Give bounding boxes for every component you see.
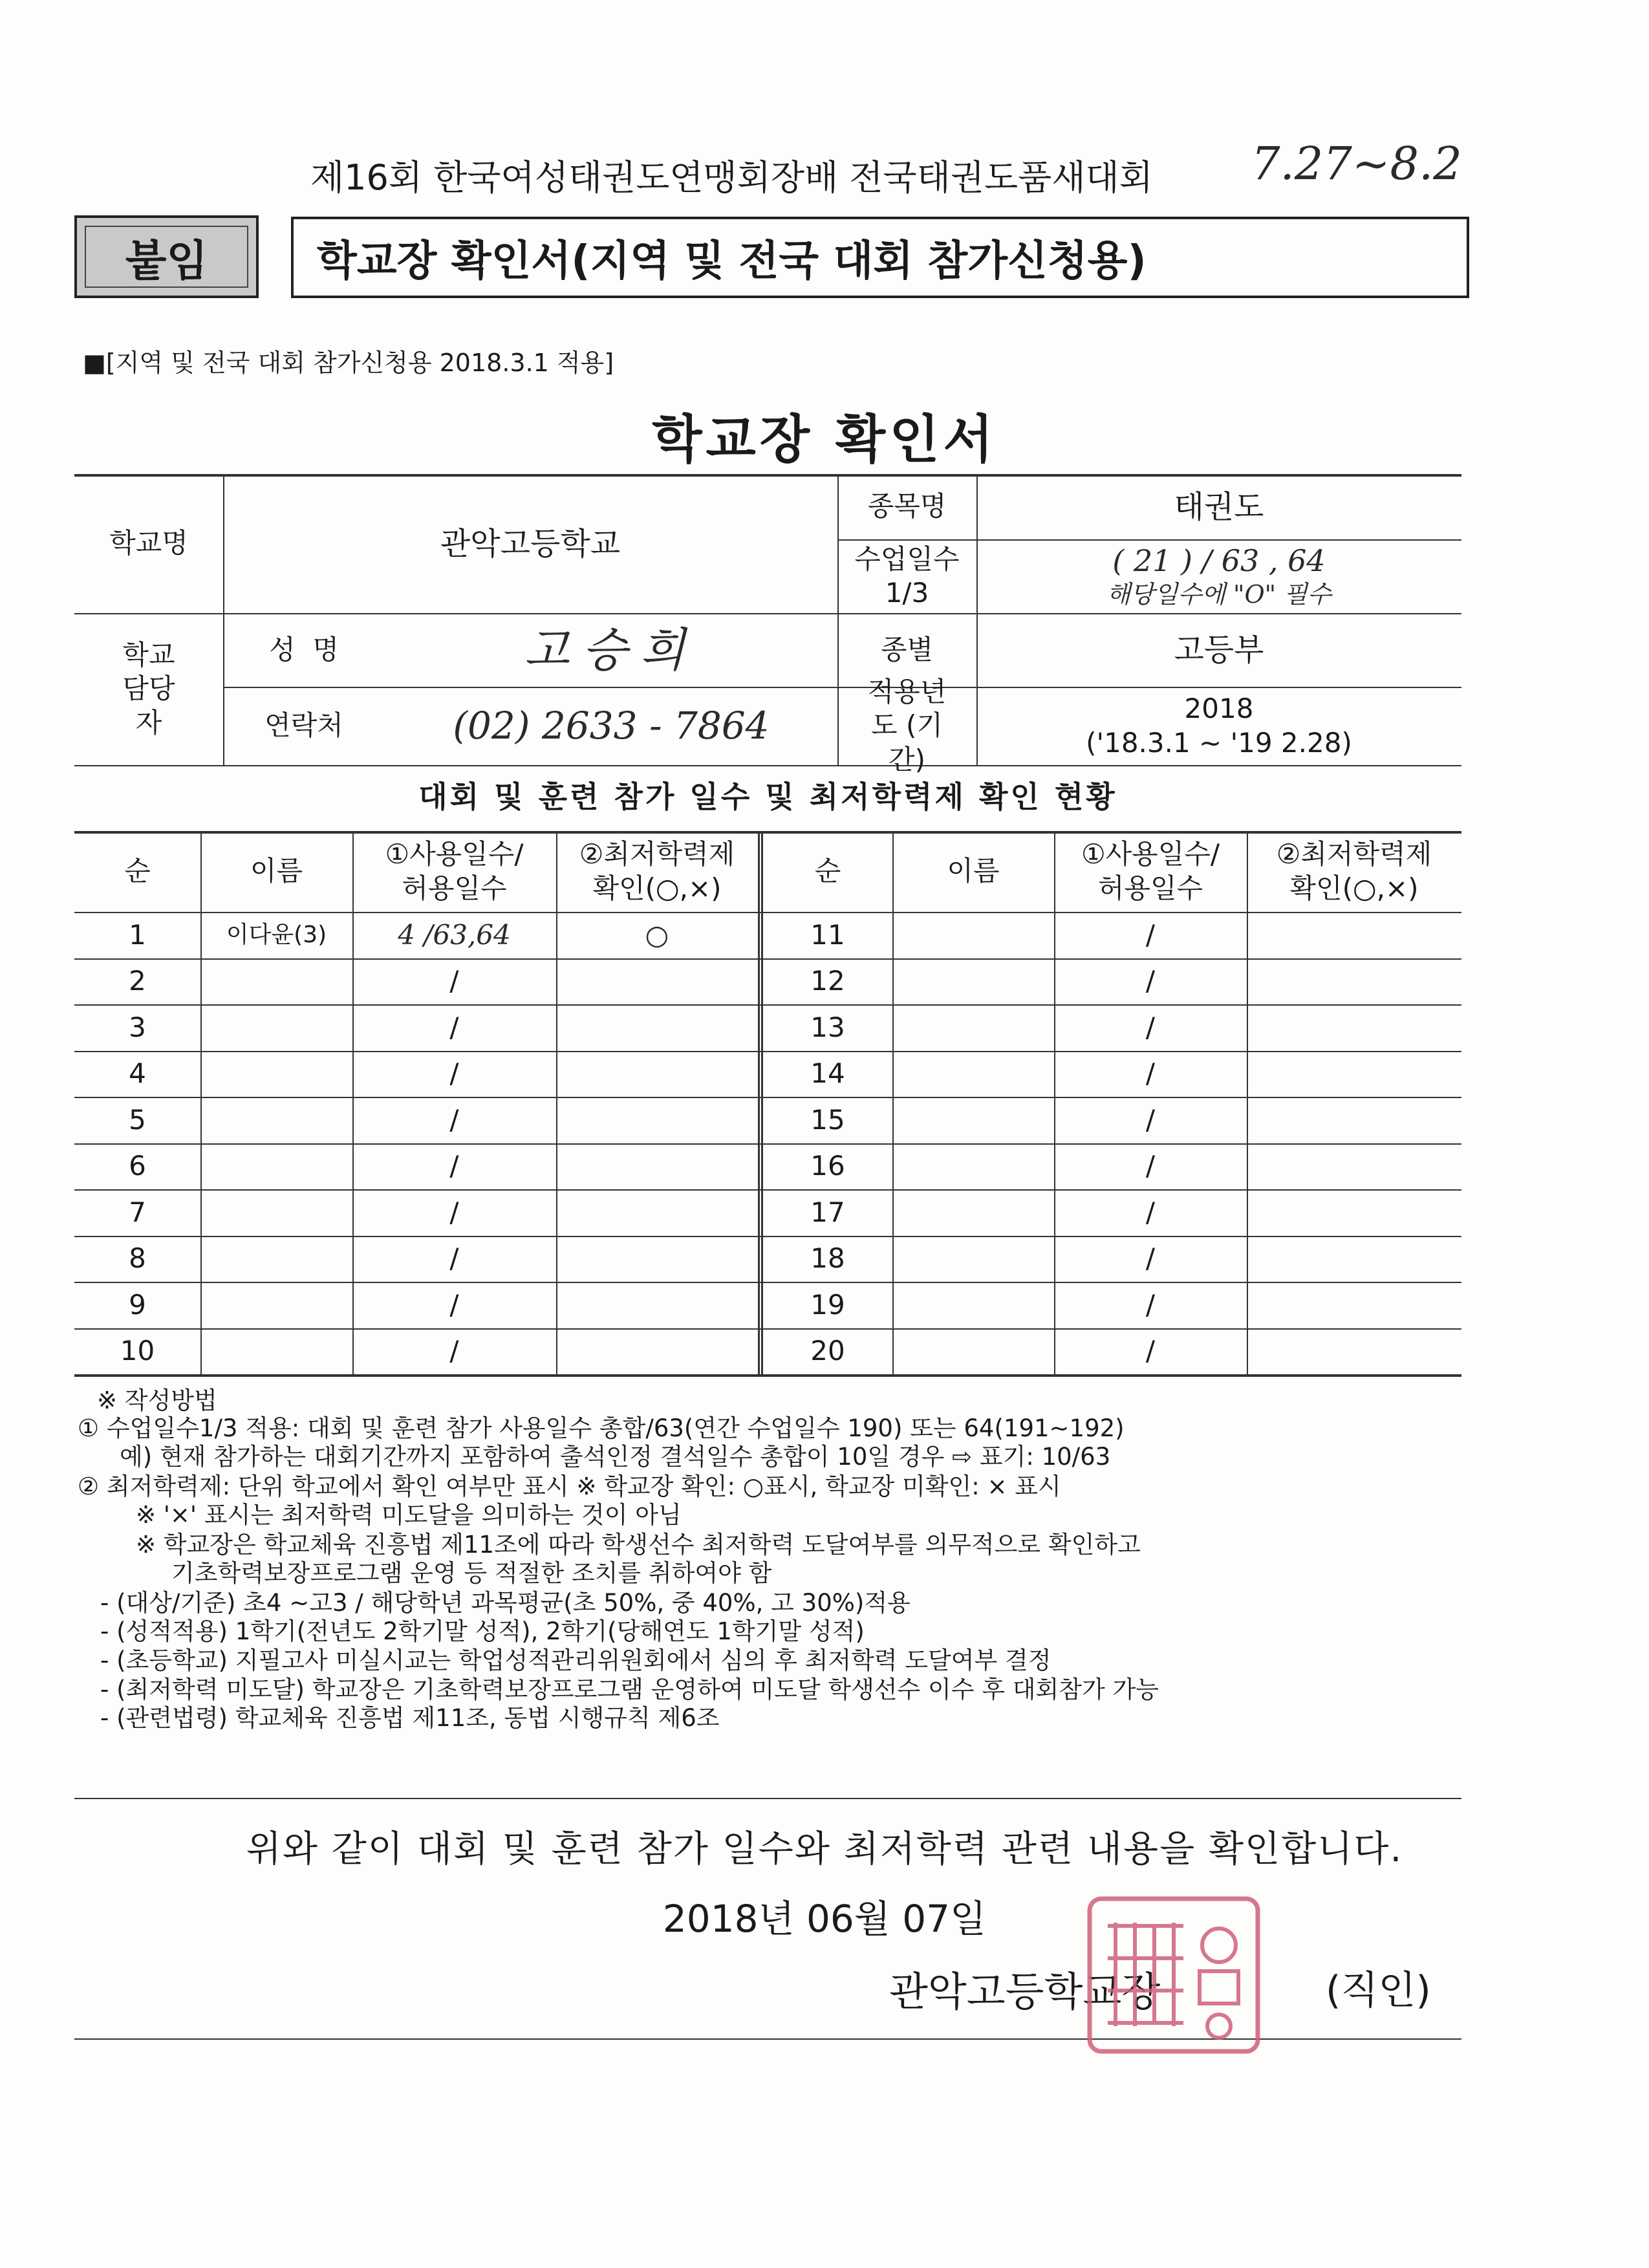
row-days: / [449, 1335, 459, 1366]
row-days: / [1145, 1335, 1156, 1366]
row-name [200, 1282, 352, 1328]
note-line: - (최저학력 미도달) 학교장은 기초학력보장프로그램 운영하여 미도달 학생선수 이수 후 대회참가 가능 [100, 1676, 1159, 1703]
col-header-days: ①사용일수/ 허용일수 [1081, 838, 1220, 904]
col-header-name: 이름 [947, 855, 1000, 887]
row-no: 16 [810, 1150, 845, 1182]
row-no: 20 [810, 1335, 845, 1366]
row-days: / [1145, 918, 1156, 951]
class-days-label: 수업일수 1/3 [854, 543, 960, 609]
row-check: ○ [645, 918, 669, 951]
row-check [1247, 1189, 1461, 1236]
col-header-check: ②최저학력제 확인(○,×) [579, 838, 735, 904]
handwritten-dates: 7.27~8.2 [1251, 137, 1462, 190]
row-check [556, 1282, 758, 1328]
row-no: 5 [129, 1103, 146, 1136]
col-header-no: 순 [124, 855, 151, 887]
notes-heading: ※ 작성방법 [97, 1387, 217, 1414]
row-name [200, 1236, 352, 1282]
row-days: / [449, 1011, 459, 1043]
year-label: 적용년도 (기간) [867, 675, 947, 775]
row-no: 17 [810, 1196, 845, 1228]
row-no: 13 [810, 1011, 845, 1043]
row-days: / [1145, 1103, 1156, 1136]
row-name [892, 1282, 1054, 1328]
year-value: 2018 [1184, 693, 1254, 724]
row-days: / [449, 1150, 459, 1182]
row-check [556, 1189, 758, 1236]
row-check [1247, 1328, 1461, 1375]
note-line: 기초학력보장프로그램 운영 등 적절한 조치를 취하여야 함 [171, 1559, 772, 1587]
row-check [1247, 1051, 1461, 1097]
table-title: 대회 및 훈련 참가 일수 및 최저학력제 확인 현황 [418, 779, 1117, 815]
year-cell [976, 687, 1461, 765]
class-days-value: ( 21 ) / 63 , 64 [1112, 543, 1326, 578]
note-line: 예) 현재 참가하는 대회기간까지 포함하여 출석인정 결석일수 총합이 10일 경우 ⇨ 표기: 10/63 [120, 1443, 1111, 1471]
row-name [200, 1097, 352, 1143]
sport-value: 태권도 [1174, 488, 1264, 525]
row-check [1247, 1236, 1461, 1282]
name-label: 성 명 [269, 633, 339, 665]
col-header-days: ①사용일수/ 허용일수 [385, 838, 524, 904]
row-name [892, 1051, 1054, 1097]
row-days: / [449, 965, 459, 997]
row-check [556, 1097, 758, 1143]
row-check [1247, 958, 1461, 1005]
row-no: 4 [129, 1057, 146, 1089]
document-heading: 학교장 확인서(지역 및 전국 대회 참가신청용) [291, 217, 1469, 298]
note-line: ※ '×' 표시는 최저학력 미도달을 의미하는 것이 아님 [136, 1501, 682, 1529]
row-check [1247, 1143, 1461, 1190]
note-line: - (대상/기준) 초4 ~고3 / 해당학년 과목평균(초 50%, 중 40%, 고 30%)적용 [100, 1589, 911, 1617]
row-no: 12 [810, 965, 845, 997]
row-no: 8 [129, 1242, 146, 1274]
period-value: ('18.3.1 ~ '19 2.28) [1086, 726, 1352, 759]
row-no: 7 [129, 1196, 146, 1228]
row-check [1247, 1282, 1461, 1328]
row-no: 1 [129, 918, 146, 951]
row-name [200, 1004, 352, 1051]
row-check [1247, 1097, 1461, 1143]
row-days: / [1145, 1288, 1156, 1321]
row-check [556, 958, 758, 1005]
row-name [892, 912, 1054, 958]
row-days: / [449, 1196, 459, 1228]
row-name: 이다윤(3) [226, 922, 327, 949]
row-no: 15 [810, 1103, 845, 1136]
class-days-cell [976, 539, 1461, 613]
row-name [892, 958, 1054, 1005]
row-days: / [449, 1288, 459, 1321]
row-name [200, 1143, 352, 1190]
row-check [1247, 912, 1461, 958]
row-name [892, 1097, 1054, 1143]
confirmation-statement: 위와 같이 대회 및 훈련 참가 일수와 최저학력 관련 내용을 확인합니다. [246, 1828, 1403, 1870]
manager-name: 고승희 [524, 623, 698, 677]
row-no: 11 [810, 918, 845, 951]
row-rule [74, 1374, 1461, 1377]
row-check [556, 1051, 758, 1097]
contact-value: (02) 2633 - 7864 [453, 704, 770, 748]
row-name [892, 1189, 1054, 1236]
row-days: / [1145, 1196, 1156, 1228]
document-date: 2018년 06월 07일 [662, 1897, 987, 1941]
row-name [200, 1051, 352, 1097]
row-name [200, 958, 352, 1005]
row-check [556, 1004, 758, 1051]
manager-label: 학교 담당자 [122, 638, 175, 739]
row-check [556, 1143, 758, 1190]
row-name [892, 1236, 1054, 1282]
main-title: 학교장 확인서 [652, 409, 997, 470]
class-days-note: 해당일수에 "O" 필수 [1106, 580, 1331, 609]
school-name-label: 학교명 [109, 527, 188, 559]
row-days: / [1145, 1242, 1156, 1274]
note-line: - (관련법령) 학교체육 진흥법 제11조, 동법 시행규칙 제6조 [100, 1704, 720, 1732]
row-no: 3 [129, 1011, 146, 1043]
row-no: 2 [129, 965, 146, 997]
row-no: 10 [120, 1335, 155, 1366]
row-name [892, 1004, 1054, 1051]
note-line: ② 최저학력제: 단위 학교에서 확인 여부만 표시 ※ 학교장 확인: ○표시, 학교장 미확인: × 표시 [78, 1473, 1061, 1500]
attachment-label: 붙임 [85, 226, 248, 288]
row-no: 6 [129, 1150, 146, 1182]
division-value: 고등부 [1174, 632, 1264, 668]
row-days: / [449, 1103, 459, 1136]
row-check [556, 1328, 758, 1375]
note-line: ※ 학교장은 학교체육 진흥법 제11조에 따라 학생선수 최저학력 도달여부를 의무적으로 확인하고 [136, 1531, 1141, 1559]
note-line: ① 수업일수1/3 적용: 대회 및 훈련 참가 사용일수 총합/63(연간 수업일수 190) 또는 64(191~192) [78, 1414, 1125, 1442]
row-days: / [1145, 1057, 1156, 1089]
row-check [1247, 1004, 1461, 1051]
row-no: 9 [129, 1288, 146, 1321]
attachment-badge [74, 215, 259, 298]
row-name [892, 1328, 1054, 1375]
sport-label: 종목명 [867, 490, 947, 523]
official-seal-stamp [1077, 1887, 1271, 2062]
col-header-check: ②최저학력제 확인(○,×) [1276, 838, 1432, 904]
event-title: 제16회 한국여성태권도연맹회장배 전국태권도품새대회 [310, 157, 1153, 198]
seal-glyphs [1108, 1923, 1238, 2038]
contact-label: 연락처 [264, 709, 343, 742]
notes-bottom-rule [74, 1798, 1461, 1799]
seal-label: (직인) [1326, 1968, 1431, 2013]
row-days: / [449, 1057, 459, 1089]
row-no: 19 [810, 1288, 845, 1321]
row-days: / [1145, 965, 1156, 997]
note-line: - (초등학교) 지필고사 미실시교는 학업성적관리위원회에서 심의 후 최저학력 도달여부 결정 [100, 1647, 1051, 1674]
row-no: 14 [810, 1057, 845, 1089]
school-name: 관악고등학교 [440, 525, 621, 562]
row-days: / [449, 1242, 459, 1274]
row-check [556, 1236, 758, 1282]
division-label: 종별 [880, 633, 934, 665]
row-name [200, 1328, 352, 1375]
row-no: 18 [810, 1242, 845, 1274]
col-header-name: 이름 [250, 855, 303, 887]
row-name [200, 1189, 352, 1236]
note-line: - (성적적용) 1학기(전년도 2학기말 성적), 2학기(당해연도 1학기말 성적) [100, 1617, 865, 1645]
row-name [892, 1143, 1054, 1190]
col-header-no: 순 [814, 855, 841, 887]
row-days: / [1145, 1011, 1156, 1043]
roster-center-rule [758, 831, 763, 1374]
row-days: 4 /63,64 [398, 918, 511, 951]
principal-name: 관악고등학교장 [889, 1968, 1161, 2015]
row-days: / [1145, 1150, 1156, 1182]
apply-note: ■[지역 및 전국 대회 참가신청용 2018.3.1 적용] [83, 349, 614, 377]
